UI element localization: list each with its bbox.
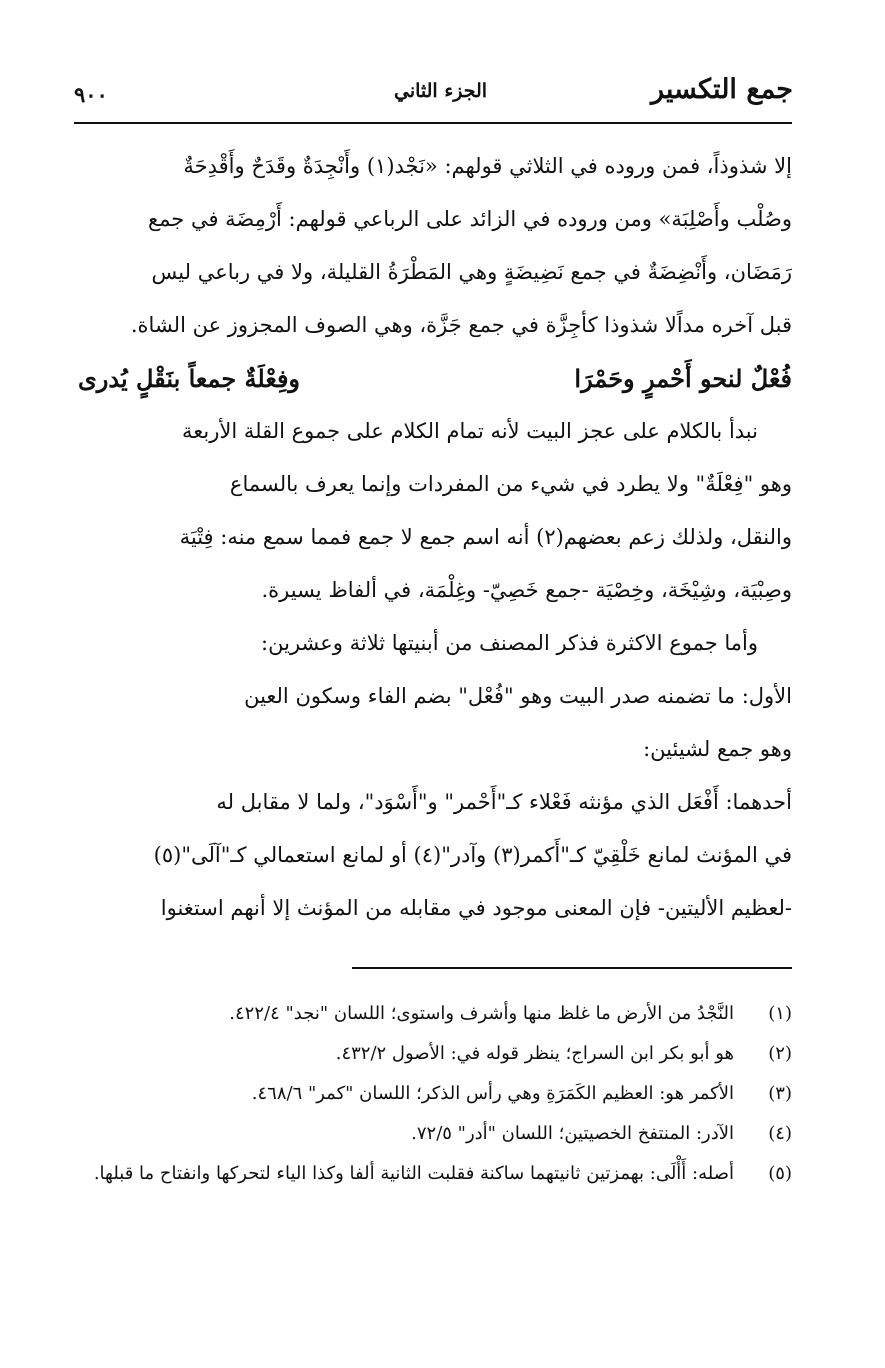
text-line: وهو جمع لشيئين: [643,737,792,761]
footnote [74,1076,792,1116]
verse-hemistich-second: وفِعْلَةٌ جمعاً بنَقْلٍ يُدرى [78,364,301,393]
chapter-title: جمع التكسير [651,74,793,105]
footnote-text: أصله: أَأْلَى: بهمزتين ثانيتهما ساكنة فقلبت الثانية ألفا وكذا الياء لتحركها وانفتاح ما قبلها. [93,1163,734,1184]
text-line: -لعظيم الأليتين- فإن المعنى موجود في مقابله من المؤنث إلا أنهم استغنوا [160,896,792,920]
volume-label: الجزء الثاني [394,80,488,102]
main-text [74,140,792,935]
footnote-text: النَّجْدُ من الأرض ما غلظ منها وأشرف واستوى؛ اللسان "نجد" ٤٢٢/٤. [229,1003,734,1024]
text-line: نبدأ بالكلام على عجز البيت لأنه تمام الكلام على جموع القلة الأربعة [182,419,758,443]
text-line: أحدهما: أَفْعَل الذي مؤنثه فَعْلاء كـ"أَحْمر" و"أَسْوَد"، ولما لا مقابل له [216,790,792,814]
text-line: الأول: ما تضمنه صدر البيت وهو "فُعْل" بضم الفاء وسكون العين [244,684,792,708]
footnote-number: (٣) [768,1083,792,1104]
footnote-separator [352,967,792,969]
text-line: وصِبْيَة، وشِيْخَة، وخِصْيَة -جمع خَصِيّ- وغِلْمَة، في ألفاظ يسيرة. [261,578,792,602]
text-line: وأما جموع الاكثرة فذكر المصنف من أبنيتها ثلاثة وعشرين: [261,631,758,655]
footnote [74,1116,792,1156]
footnote [74,1036,792,1076]
text-line: قبل آخره مداًلا شذوذا كأجِزَّة في جمع جَزَّة، وهي الصوف المجزوز عن الشاة. [130,313,792,337]
text-line: رَمَضَان، وأَنْضِضَةٌ في جمع نَضِيضَةٍ وهي المَطْرَةُ القليلة، ولا في رباعي ليس [151,260,792,284]
footnote-number: (٢) [768,1043,792,1064]
footnotes [74,996,792,1236]
text-line: وهو "فِعْلَةٌ" ولا يطرد في شيء من المفردات وإنما يعرف بالسماع [229,472,792,496]
footnote-number: (٥) [768,1163,792,1184]
footnote-text: هو أبو بكر ابن السراج؛ ينظر قوله في: الأصول ٤٣٢/٢. [335,1043,734,1064]
footnote [74,1156,792,1236]
text-line: في المؤنث لمانع خَلْقِيّ كـ"أَكمر(٣) وآدر"(٤) أو لمانع استعمالي كـ"آلَى"(٥) [153,843,792,867]
text-line: وصُلْب وأَصْلِبَة» ومن وروده في الزائد على الرباعي قولهم: أَرْمِضَة في جمع [147,207,792,231]
footnote-text: الآدر: المنتفخ الخصيتين؛ اللسان "أدر" ٧٢/٥. [411,1123,734,1144]
header-rule [74,122,792,124]
footnote [74,996,792,1036]
poem-verse [74,352,792,405]
footnote-text: الأكمر هو: العظيم الكَمَرَةِ وهي رأس الذكر؛ اللسان "كمر" ٤٦٨/٦. [251,1083,734,1104]
text-line: والنقل، ولذلك زعم بعضهم(٢) أنه اسم جمع لا جمع فمما سمع منه: فِتْيَة [179,525,792,549]
footnote-number: (٤) [768,1123,792,1144]
text-line: إلا شذوذاً، فمن وروده في الثلاثي قولهم: «نَجْد(١) وأَنْجِدَةٌ وقَدَحٌ وأَقْدِحَةٌ [183,154,792,178]
footnote-number: (١) [768,1003,792,1024]
verse-hemistich-first: فُعْلٌ لنحو أَحْمرٍ وحَمْرَا [574,364,792,393]
page-number: ٩٠٠ [74,82,108,107]
page-header [74,74,793,108]
